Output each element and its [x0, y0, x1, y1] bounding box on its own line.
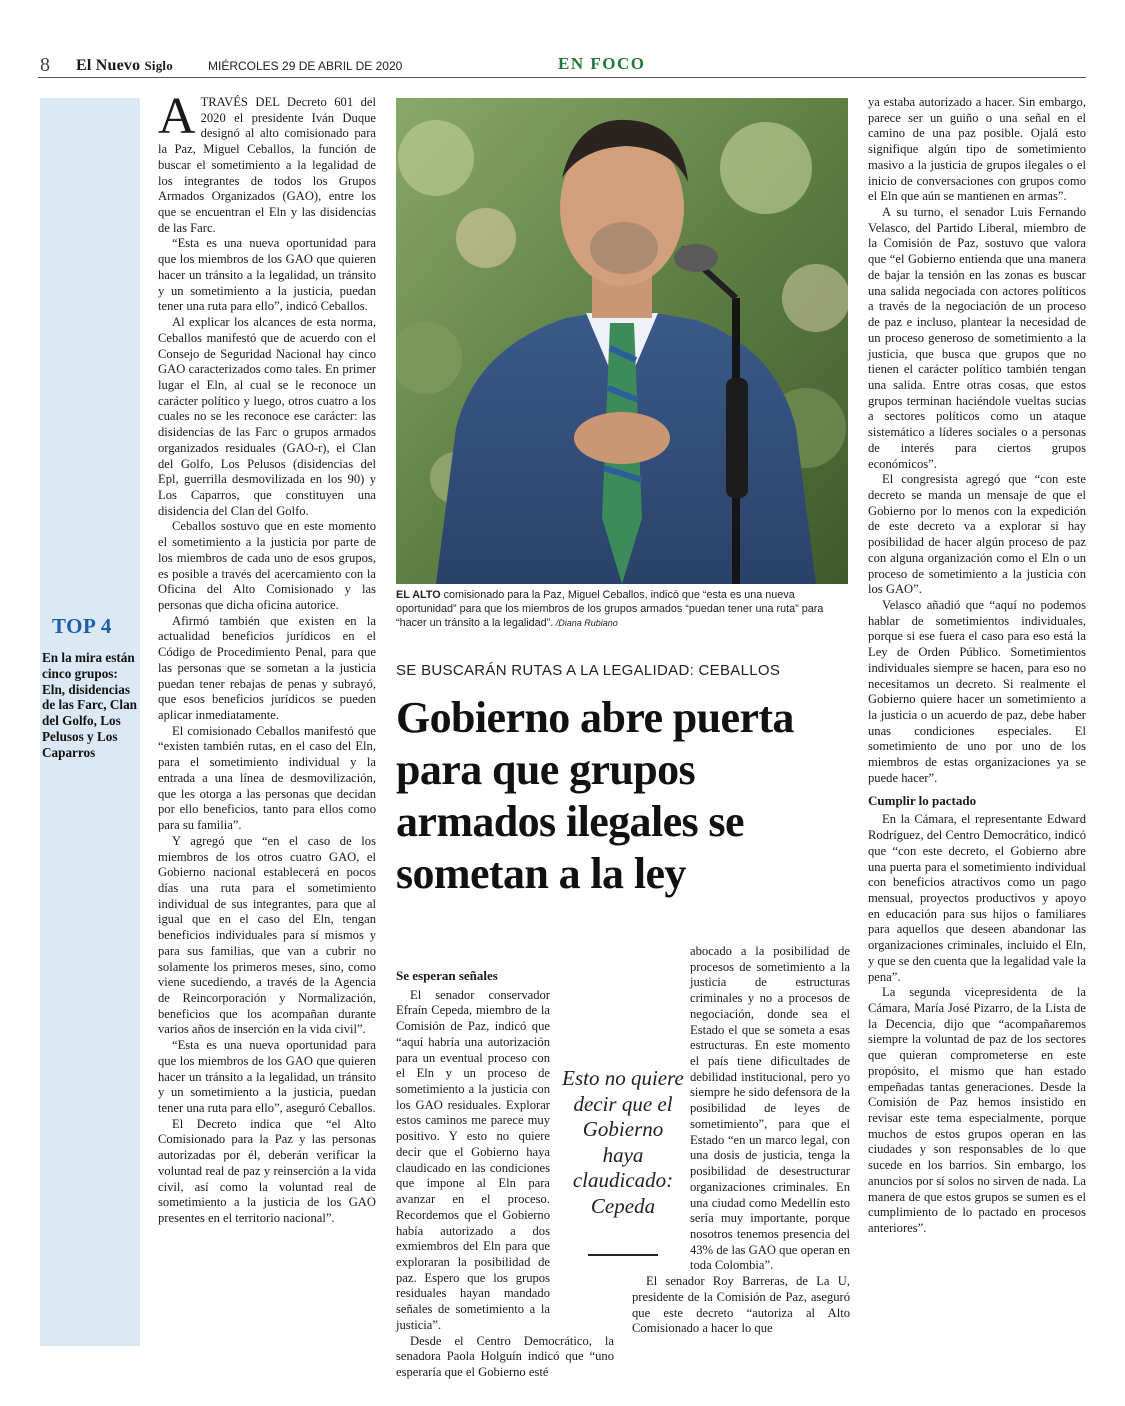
paragraph: El senador conservador Efraín Cepeda, miembro de la Comisión de Paz, indicó que “aquí habría una autorización para un eventual proceso con el Eln y un proceso de sometimiento a la justicia con los GAO residuales. Explorar estos caminos me parece muy positivo. Y esto no quiere decir que el Gobierno haya claudicado en las condiciones que impone al Eln para avanzar en el proceso. Recordemos que el Gobierno había autorizado a dos exmiembros del Eln para que exploraran la posibilidad de paz. Espero que los grupos residuales hayan mandado señales de sometimiento a la justicia”. — [396, 987, 550, 1332]
paragraph: El comisionado Ceballos manifestó que “existen también rutas, en el caso del Eln, para el sometimiento individual y la entrada a una línea de desmovilización, que les otorga a las personas que decidan por ello beneficios, tanto para ellos como para su familia”. — [158, 723, 376, 833]
article-photo — [396, 98, 848, 584]
brand-siglo: Siglo — [144, 58, 173, 73]
section-title: EN FOCO — [558, 54, 646, 73]
paragraph: La segunda vicepresidenta de la Cámara, María José Pizarro, de la Lista de la Decencia, dijo que “acompañaremos siempre la voluntad de paz de los sectores que quieran comprometerse en este propósito, el mismo que han estado empeñadas tantas generaciones. Desde la Comisión de Paz hemos insistido en revisar este tema especialmente, porque muchos de estos grupos operan en las ciudades y son responsables de lo que sucede en los barrios. Sin embargo, los anuncios por sí solos no sirven de nada. La manera de que estos grupos se sumen es el cumplimiento de lo pactado en procesos anteriores”. — [868, 985, 1086, 1236]
caption-lead: EL ALTO — [396, 589, 441, 601]
paragraph: “Esta es una nueva oportunidad para que los miembros de los GAO que quieren hacer un tránsito a la legalidad, un tránsito y un sometimiento a la justicia, puedan tener una ruta para ello”, aseguró Ceballos. — [158, 1038, 376, 1115]
sidebar-title: TOP 4 — [52, 614, 112, 638]
paragraph: Y agregó que “en el caso de los miembros de los otros cuatro GAO, el Gobierno nacional establecerá en pocos días una ruta para el sometimiento individual de sus integrantes, para que al igual que en el caso del Eln, tengan beneficios individuales para sí mismos y para sus familias, que van a cubrir no solamente los primeros meses, sino, como viene sucediendo, a través de la Agencia de Reincorporación y Normalización, beneficios que los acompañan durante varios años de inserción en la vida civil”. — [158, 833, 376, 1037]
article-kicker: SE BUSCARÁN RUTAS A LA LEGALIDAD: CEBALLOS — [396, 662, 781, 679]
paragraph: Velasco añadió que “aquí no podemos hablar de sometimientos individuales, porque si ese fuera el caso para eso está la Ley de Orden Público. Sometimientos individuales siempre se hacen, para eso no necesitamos un decreto. Si realmente el Gobierno quiere hacer un sometimiento a la justicia o un acuerdo de paz, debe haber unas condiciones especiales. El sometimiento de uno por uno de los miembros de estas organizaciones ya se puede hacer”. — [868, 598, 1086, 785]
paragraph: abocado a la posibilidad de procesos de sometimiento a la justicia de estructuras criminales y no a procesos de negociación, donde sea el Estado el que se someta a esas estructuras. En este momento el país tiene dificultades de debilidad institucional, pero yo siempre he sido defensora de la posibilidad de leyes de sometimiento”, para que el Estado “en un marco legal, con una dosis de justicia, tenga la posibilidad de desestructurar organizaciones criminales. En una ciudad como Medellín esto sería muy importante, porque nosotros tenemos presencia del 43% de las GAO que operan en toda Colombia”. — [690, 944, 850, 1273]
brand-el: El — [76, 57, 96, 74]
paragraph: El congresista agregó que “con este decreto se manda un mensaje de que el Gobierno por lo menos con la expedición de este decreto va a explorar si hay posibilidad de hacer algún proceso de paz con alguna organización como el Eln o un proceso de sometimiento a la justicia con los GAO”. — [868, 472, 1086, 597]
subhead: Se esperan señales — [396, 968, 498, 983]
paragraph: ya estaba autorizado a hacer. Sin embargo, parece ser un guiño o una señal en el camino de una paz posible. Ojalá esto signifique algún tipo de sometimiento masivo a la justicia de grupos ilegales o el inicio de conversaciones con grupos como el Eln que aún se mantienen en armas”. — [868, 95, 1086, 204]
brand-nuevo: Nuevo — [95, 57, 145, 74]
paragraph: Afirmó también que existen en la actualidad beneficios jurídicos en el Código de Procedimiento Penal, para que las personas que se sometan a la justicia puedan tener rebajas de penas y subrayó, que esos beneficios jurídicos se pueden aplicar inmediatamente. — [158, 613, 376, 723]
pull-quote: Esto no quiere decir que el Gobierno haya claudicado: Cepeda — [562, 1066, 684, 1218]
paragraph: En la Cámara, el representante Edward Rodríguez, del Centro Democrático, indicó que “con este decreto, el Gobierno abre una puerta para el sometimiento individual con beneficios atractivos como un pago mensual, proyectos productivos y apoyo en educación para sus hijos o familiares para aquellos que deseen abandonar las organizaciones criminales, incluido el Eln, y que se den cuenta que la legalidad vale la pena”. — [868, 812, 1086, 984]
lead-text: TRAVÉS DEL Decreto 601 del 2020 el presidente Iván Duque designó al alto comisionado para la Paz, Miguel Ceballos, la función de buscar el sometimiento a la legalidad de los integrantes de todos los Grupos Armados Organizados (GAO), entre los que se encuentran el Eln y las disidencias de las Farc. — [158, 95, 376, 235]
article-column-4 — [868, 95, 1086, 1237]
caption-text: comisionado para la Paz, Miguel Ceballos, indicó que “esta es una nueva oportunidad” para que los miembros de los grupos armados “puedan tener una ruta” para “hacer un tránsito a la legalidad”. — [396, 589, 824, 629]
paragraph: Desde el Centro Democrático, la senadora Paola Holguín indicó que “uno esperaría que el Gobierno esté — [396, 1333, 614, 1379]
photo-credit: /Diana Rubiano — [553, 618, 618, 628]
paragraph: Ceballos sostuvo que en este momento el sometimiento a la justicia por parte de los miembros de cada uno de esos grupos, es posible a través del acercamiento con la Oficina del Alto Comisionado y las personas que dicha oficina autorice. — [158, 519, 376, 612]
photo-caption — [396, 588, 848, 630]
paragraph: A su turno, el senador Luis Fernando Velasco, del Partido Liberal, miembro de la Comisión de Paz, sostuvo que valora que “el Gobierno entienda que una manera de bajar la tensión en las zonas es buscar una salida negociada con actores políticos a través de la negociación de un proceso de paz e incluso, plantear la necesidad de un proceso generoso de sometimiento a la justicia, que busca que grupos que no tienen el carácter político también tengan una salida. Entre otras cosas, que estos grupos terminan haciéndole vueltas sucias a sectores políticos como un ataque sistemático a líderes sociales o a personas de interés para ciertos grupos económicos”. — [868, 205, 1086, 471]
newspaper-brand — [76, 57, 173, 75]
pull-quote-rule — [588, 1254, 658, 1256]
paragraph: El senador Roy Barreras, de La U, presidente de la Comisión de Paz, aseguró que este decreto “autoriza al Alto Comisionado a hacer lo que — [632, 1274, 850, 1336]
article-headline: Gobierno abre puerta para que grupos armados ilegales se sometan a la ley — [396, 693, 794, 898]
page-header — [38, 54, 1086, 78]
subhead: Cumplir lo pactado — [868, 792, 977, 808]
paragraph: “Esta es una nueva oportunidad para que los miembros de los GAO que quieren hacer un tránsito a la legalidad, un tránsito y un sometimiento a la justicia, puedan tener una ruta para ello”, indicó Ceballos. — [158, 236, 376, 314]
photo-illustration — [396, 98, 848, 584]
paragraph: El Decreto indica que “el Alto Comisionado para la Paz y las personas autorizadas por él, deberán verificar la voluntad real de paz y reinserción a la vida civil, así como la voluntad real de sometimiento a la justicia de los GAO presentes en el territorio nacional”. — [158, 1116, 376, 1226]
paragraph: Al explicar los alcances de esta norma, Ceballos manifestó que de acuerdo con el Consejo de Seguridad Nacional hay cinco GAO caracterizados como tales. En primer lugar el Eln, al cual se le reconoce un carácter político y luego, otros cuatro a los cuales no se les reconoce ese carácter: las disidencias de las Farc o grupos armados organizados residuales (GAO-r), el Clan del Golfo, Los Pelusos (disidencias del Epl, guerrilla desmovilizada en los 90) y Los Caparros, que constituyen una disidencia del Clan del Golfo. — [158, 315, 376, 518]
dropcap: A — [158, 88, 196, 145]
sidebar-note: En la mira están cinco grupos: Eln, disidencias de las Farc, Clan del Golfo, Los Pelusos y Los Caparros — [42, 650, 137, 760]
page-number: 8 — [40, 54, 50, 76]
article-column-1 — [158, 88, 376, 1227]
article-lead-paragraph — [158, 88, 376, 236]
issue-date: MIÉRCOLES 29 DE ABRIL DE 2020 — [208, 59, 403, 73]
